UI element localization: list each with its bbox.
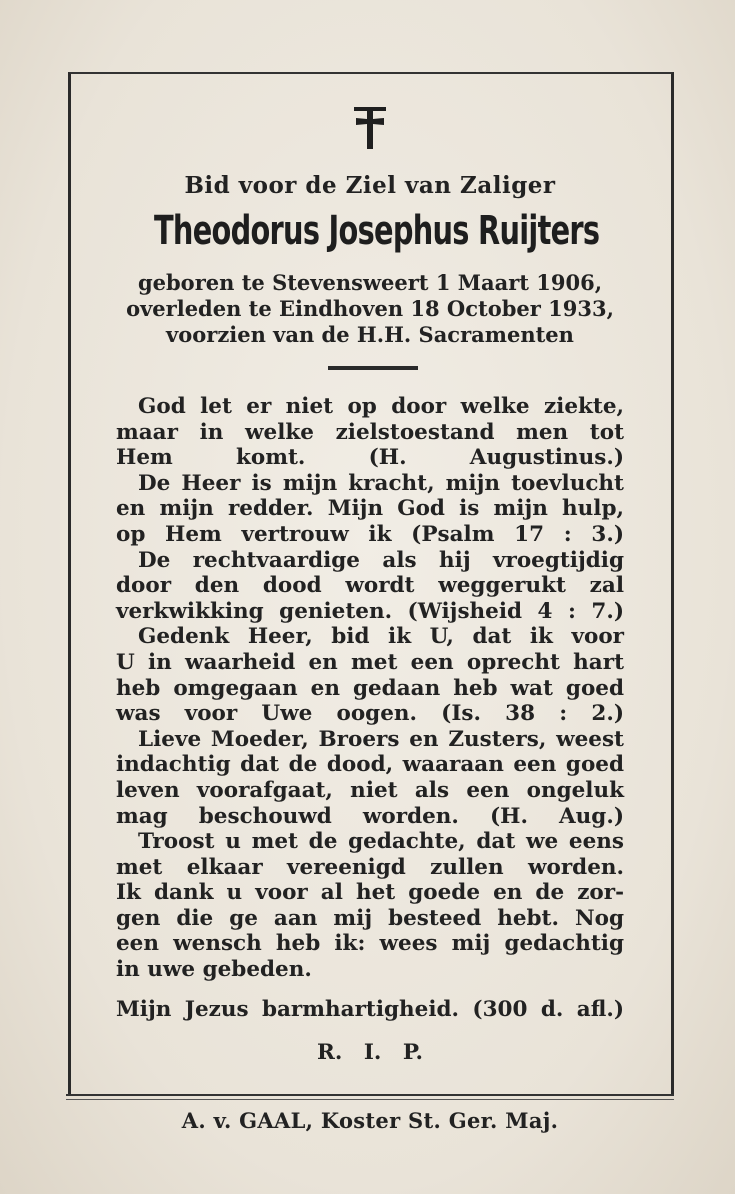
indulgence-line: Mijn Jezus barmhartigheid. (300 d. afl.) [116,997,624,1022]
deceased-name: Theodorus Josephus Ruijters [153,208,600,254]
death-line: overleden te Eindhoven 18 October 1933, [126,296,614,321]
text-line: maar in welke zielstoestand men tot [116,419,624,445]
text-line: De rechtvaardige als hij vroegtijdig [138,547,624,573]
text-line: De Heer is mijn kracht, mijn toevlucht [138,470,624,496]
text-line: door den dood wordt weggerukt zal [116,573,624,599]
text-line: Troost u met de gedachte, dat we eens [138,829,624,855]
text-line: leven voorafgaat, niet als een ongeluk [116,777,624,803]
birth-line: geboren te Stevensweert 1 Maart 1906, [137,270,603,295]
sacrament-line: voorzien van de H.H. Sacramenten [166,322,574,347]
text-line: verkwikking genieten. (Wijsheid 4 : 7.) [116,598,624,624]
text-line: heb omgegaan en gedaan heb wat goed [116,675,624,701]
prayer-text [116,394,624,983]
printer-credit: A. v. GAAL, Koster St. Ger. Maj. [181,1108,559,1133]
bottom-divider [66,1094,674,1096]
text-line: gen die ge aan mij besteed hebt. Nog [116,905,624,931]
cross-icon [350,105,390,153]
bottom-divider-thin [66,1099,674,1100]
text-line: en mijn redder. Mijn God is mijn hulp, [116,496,624,522]
intro-line: Bid voor de Ziel van Zaliger [184,172,556,199]
section-divider [328,366,418,370]
text-line: Lieve Moeder, Broers en Zusters, weest [138,726,624,752]
text-line: mag beschouwd worden. (H. Aug.) [116,803,624,829]
text-line: een wensch heb ik: wees mij gedachtig [116,931,624,957]
text-line: God let er niet op door welke ziekte, [138,394,624,419]
text-line: was voor Uwe oogen. (Is. 38 : 2.) [116,701,624,727]
text-line: Ik dank u voor al het goede en de zor- [116,880,624,906]
text-line: op Hem vertrouw ik (Psalm 17 : 3.) [116,521,624,547]
text-line: U in waarheid en met een oprecht hart [116,649,624,675]
text-line: Hem komt. (H. Augustinus.) [116,445,624,471]
text-line: Gedenk Heer, bid ik U, dat ik voor [138,624,624,650]
rip-line: R. I. P. [317,1040,423,1065]
text-line: indachtig dat de dood, waaraan een goed [116,752,624,778]
text-line: in uwe gebeden. [116,957,312,983]
text-line: met elkaar vereenigd zullen worden. [116,854,624,880]
